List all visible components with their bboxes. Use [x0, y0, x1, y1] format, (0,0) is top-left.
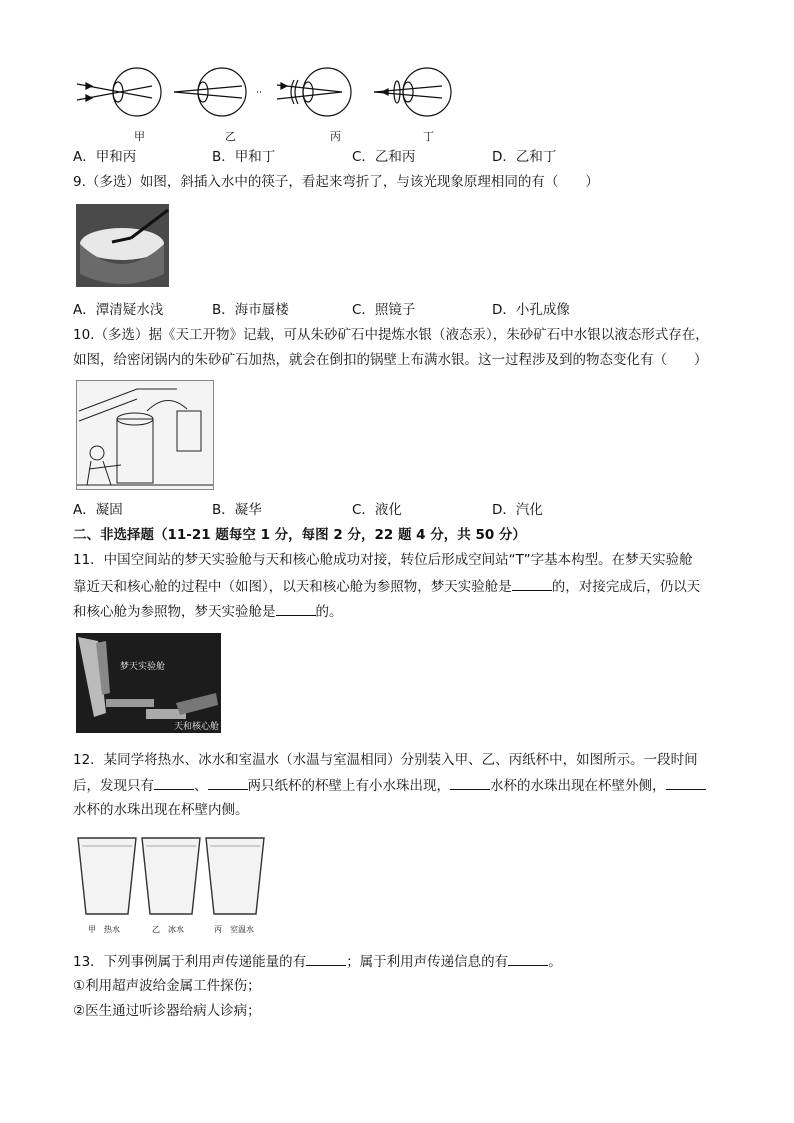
- label-tianhe-core-module: 天和核心舱: [174, 722, 220, 732]
- q8-option-a[interactable]: A．甲和丙: [73, 149, 137, 165]
- q12-line-2-text-b: 、: [194, 778, 208, 794]
- cup-label-jia-hot-water: 甲 热水: [88, 925, 120, 934]
- cup-jia: [78, 838, 136, 914]
- q11-line-3-text-a: 和核心舱为参照物，梦天实验舱是: [73, 604, 276, 620]
- eye-diagrams-figure: [72, 62, 472, 124]
- q11-blank-1[interactable]: [512, 576, 552, 591]
- eye-diagram-jia: [77, 68, 161, 116]
- q9-stem: 9.（多选）如图，斜插入水中的筷子，看起来弯折了，与该光现象原理相同的有（ ）: [73, 174, 599, 190]
- q12-line-2: [73, 775, 706, 796]
- eye-diagram-yi: [174, 68, 262, 116]
- q11-line-2-text-b: 的，对接完成后，仍以天: [551, 579, 701, 595]
- q9-option-c[interactable]: C．照镜子: [352, 302, 416, 318]
- q10-option-a[interactable]: A．凝固: [73, 502, 123, 518]
- fig-label-jia: 甲: [134, 130, 145, 143]
- q8-option-d[interactable]: D．乙和丁: [492, 149, 557, 165]
- q9-option-a[interactable]: A．潭清疑水浅: [73, 302, 164, 318]
- q11-line-1: 11．中国空间站的梦天实验舱与天和核心舱成功对接，转位后形成空间站“T”字基本构型。在梦天实验舱: [73, 552, 693, 568]
- q10-stem-line-2: 如图，给密闭锅内的朱砂矿石加热，就会在倒扣的锅壁上布满水银。这一过程涉及到的物态变化有（ ）: [73, 352, 708, 368]
- q13-item-2: ②医生通过听诊器给病人诊病；: [73, 1003, 261, 1019]
- q10-stem-line-1: 10.（多选）据《天工开物》记载，可从朱砂矿石中提炼水银（液态汞），朱砂矿石中水银以液态形式存在，: [73, 327, 709, 343]
- q10-option-c[interactable]: C．液化: [352, 502, 402, 518]
- q12-blank-4[interactable]: [666, 775, 706, 790]
- cup-yi: [142, 838, 200, 914]
- q13-line-1-text-c: 。: [548, 954, 562, 970]
- q12-line-3: 水杯的水珠出现在杯壁内侧。: [73, 802, 249, 818]
- q8-option-b[interactable]: B．甲和丁: [212, 149, 276, 165]
- eye-diagram-bing: [277, 68, 351, 116]
- fig-label-yi: 乙: [225, 130, 236, 143]
- cup-label-yi-ice-water: 乙 冰水: [152, 925, 184, 934]
- q9-option-d[interactable]: D．小孔成像: [492, 302, 570, 318]
- q13-blank-2[interactable]: [508, 951, 548, 966]
- chopsticks-in-water-photo: [76, 204, 169, 287]
- q10-option-b[interactable]: B．凝华: [212, 502, 262, 518]
- paper-cups-figure: [74, 834, 274, 920]
- q12-blank-2[interactable]: [208, 775, 248, 790]
- q13-line-1-text-b: ；属于利用声传递信息的有: [346, 954, 509, 970]
- label-mengtian-module: 梦天实验舱: [120, 662, 166, 672]
- q13-line-1: [73, 951, 562, 972]
- cup-label-bing-room-temp-water: 丙 室温水: [214, 925, 254, 934]
- q12-line-1: 12．某同学将热水、冰水和室温水（水温与室温相同）分别装入甲、乙、丙纸杯中，如图所示。一段时间: [73, 752, 698, 768]
- q13-line-1-text-a: 13．下列事例属于利用声传递能量的有: [73, 954, 307, 970]
- q13-blank-1[interactable]: [306, 951, 346, 966]
- q9-option-b[interactable]: B．海市蜃楼: [212, 302, 289, 318]
- fig-label-bing: 丙: [330, 130, 341, 143]
- tiangong-kaiwu-illustration: [76, 380, 214, 490]
- q12-blank-1[interactable]: [154, 775, 194, 790]
- section-2-title: 二、非选择题（11-21 题每空 1 分，每图 2 分，22 题 4 分，共 50 分）: [73, 527, 526, 543]
- q13-item-1: ①利用超声波给金属工件探伤；: [73, 978, 261, 994]
- q8-option-c[interactable]: C．乙和丙: [352, 149, 416, 165]
- q11-line-2: [73, 576, 700, 597]
- fig-label-ding: 丁: [423, 130, 434, 143]
- cup-bing: [206, 838, 264, 914]
- q11-blank-2[interactable]: [276, 601, 316, 616]
- q12-line-2-text-d: 水杯的水珠出现在杯壁外侧，: [490, 778, 666, 794]
- q12-blank-3[interactable]: [450, 775, 490, 790]
- q10-option-d[interactable]: D．汽化: [492, 502, 543, 518]
- eye-diagram-ding: [374, 68, 451, 116]
- space-station-docking-photo: [76, 633, 221, 733]
- q11-line-3-text-b: 的。: [315, 604, 343, 620]
- q11-line-3: [73, 601, 343, 622]
- q12-line-2-text-c: 两只纸杯的杯壁上有小水珠出现，: [247, 778, 450, 794]
- q11-line-2-text-a: 靠近天和核心舱的过程中（如图），以天和核心舱为参照物，梦天实验舱是: [73, 579, 512, 595]
- q12-line-2-text-a: 后，发现只有: [73, 778, 154, 794]
